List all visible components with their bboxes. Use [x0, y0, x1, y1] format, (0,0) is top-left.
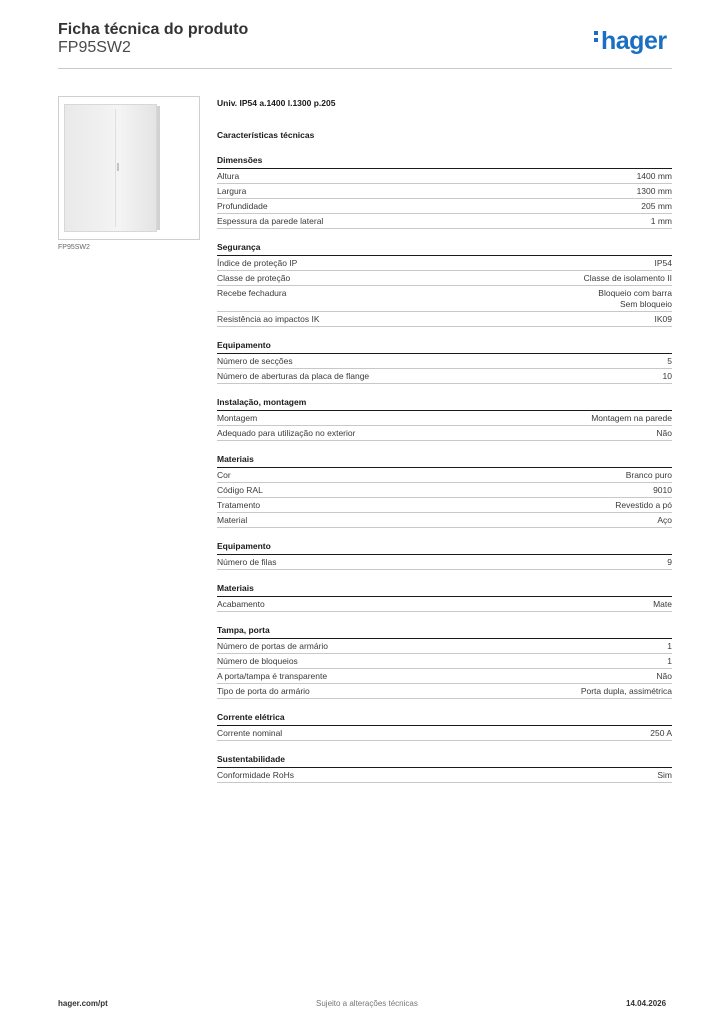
- image-caption: FP95SW2: [58, 244, 90, 251]
- spec-value: [653, 599, 672, 610]
- spec-label: Número de filas: [217, 557, 277, 567]
- spec-value-text: Mate: [653, 599, 672, 609]
- spec-row: [217, 169, 672, 184]
- tech-heading: Características técnicas: [217, 130, 315, 140]
- spec-value-text: 9: [667, 557, 672, 567]
- spec-content: [217, 96, 672, 783]
- spec-value-text: 1 mm: [650, 216, 672, 226]
- spec-value-text: Branco puro: [625, 470, 672, 480]
- section-title: Segurança: [217, 241, 672, 256]
- spec-label: Adequado para utilização no exterior: [217, 428, 356, 438]
- spec-label: A porta/tampa é transparente: [217, 671, 328, 681]
- spec-value-text: Porta dupla, assimétrica: [580, 686, 672, 696]
- spec-value-text: Não: [656, 671, 672, 681]
- spec-value-text: Classe de isolamento II: [583, 273, 672, 283]
- spec-label: Classe de proteção: [217, 273, 291, 283]
- product-image: [58, 96, 200, 240]
- spec-label: Altura: [217, 171, 240, 181]
- spec-value: [667, 641, 672, 652]
- section-title: Materiais: [217, 453, 672, 468]
- spec-row: [217, 312, 672, 327]
- spec-value: [626, 470, 672, 481]
- spec-label: Montagem: [217, 413, 258, 423]
- spec-label: Largura: [217, 186, 247, 196]
- product-code: FP95SW2: [58, 39, 131, 56]
- section-title: Sustentabilidade: [217, 753, 672, 768]
- spec-value: [651, 216, 672, 227]
- spec-row: [217, 669, 672, 684]
- spec-label: Conformidade RoHs: [217, 770, 295, 780]
- section-title: Corrente elétrica: [217, 711, 672, 726]
- section-title: Dimensões: [217, 154, 672, 169]
- spec-row: [217, 214, 672, 229]
- spec-row: [217, 369, 672, 384]
- logo-dots-icon: [594, 31, 599, 45]
- spec-row: [217, 726, 672, 741]
- spec-value-text: IP54: [654, 258, 672, 268]
- footer-notice: Sujeito a alterações técnicas: [316, 999, 418, 1008]
- spec-value-text: Sim: [657, 770, 672, 780]
- footer-website: hager.com/pt: [58, 999, 108, 1008]
- spec-row: [217, 768, 672, 783]
- spec-value: [598, 288, 672, 310]
- document-title: Ficha técnica do produto: [58, 21, 249, 38]
- spec-value-text: Sem bloqueio: [620, 299, 672, 309]
- spec-label: Índice de proteção IP: [217, 258, 298, 268]
- spec-value: [667, 557, 672, 568]
- spec-sections: [217, 154, 672, 783]
- spec-label: Resistência ao impactos IK: [217, 314, 320, 324]
- spec-value: [655, 314, 673, 325]
- spec-row: [217, 426, 672, 441]
- footer-date: 14.04.2026: [626, 999, 667, 1008]
- spec-value: [656, 671, 672, 682]
- spec-label: Número de aberturas da placa de flange: [217, 371, 370, 381]
- spec-label: Corrente nominal: [217, 728, 283, 738]
- spec-row: [217, 654, 672, 669]
- spec-row: [217, 468, 672, 483]
- spec-value: [663, 371, 672, 382]
- spec-row: [217, 555, 672, 570]
- spec-label: Acabamento: [217, 599, 265, 609]
- section-title: Materiais: [217, 582, 672, 597]
- spec-value: [581, 686, 672, 697]
- spec-value: [657, 515, 672, 526]
- section-title: Equipamento: [217, 540, 672, 555]
- spec-row: [217, 354, 672, 369]
- spec-label: Espessura da parede lateral: [217, 216, 324, 226]
- spec-row: [217, 684, 672, 699]
- spec-value-text: 1400 mm: [636, 171, 672, 181]
- spec-value-text: 1300 mm: [636, 186, 672, 196]
- spec-row: [217, 286, 672, 312]
- spec-value-text: 5: [667, 356, 672, 366]
- spec-value-text: Bloqueio com barra: [598, 288, 672, 298]
- spec-label: Cor: [217, 470, 231, 480]
- spec-label: Profundidade: [217, 201, 268, 211]
- spec-label: Tratamento: [217, 500, 261, 510]
- spec-row: [217, 513, 672, 528]
- spec-row: [217, 639, 672, 654]
- spec-value: [657, 770, 672, 781]
- spec-value-text: 1: [667, 641, 672, 651]
- spec-value: [584, 273, 672, 284]
- spec-value-text: Não: [656, 428, 672, 438]
- header-divider: [58, 68, 672, 69]
- spec-label: Tipo de porta do armário: [217, 686, 310, 696]
- spec-value-text: 1: [667, 656, 672, 666]
- spec-value: [650, 728, 672, 739]
- spec-value-text: Aço: [657, 515, 672, 525]
- spec-value-text: 205 mm: [641, 201, 672, 211]
- spec-value-text: 9010: [653, 485, 672, 495]
- spec-value: [656, 428, 672, 439]
- spec-label: Recebe fechadura: [217, 288, 287, 298]
- spec-value: [615, 500, 672, 511]
- spec-row: [217, 498, 672, 513]
- spec-label: Material: [217, 515, 248, 525]
- section-title: Tampa, porta: [217, 624, 672, 639]
- spec-row: [217, 199, 672, 214]
- spec-value: [653, 485, 672, 496]
- section-title: Instalação, montagem: [217, 396, 672, 411]
- spec-row: [217, 256, 672, 271]
- spec-value-text: IK09: [654, 314, 672, 324]
- logo-text: hager: [601, 27, 667, 55]
- cabinet-product-image: [64, 104, 157, 232]
- spec-value: [667, 656, 672, 667]
- spec-value: [641, 201, 672, 212]
- spec-row: [217, 184, 672, 199]
- spec-label: Número de portas de armário: [217, 641, 329, 651]
- spec-value-text: 10: [662, 371, 672, 381]
- spec-value: [667, 356, 672, 367]
- spec-label: Número de secções: [217, 356, 293, 366]
- spec-row: [217, 483, 672, 498]
- hager-logo: [594, 27, 667, 56]
- spec-row: [217, 271, 672, 286]
- spec-label: Código RAL: [217, 485, 263, 495]
- spec-value-text: 250 A: [650, 728, 672, 738]
- spec-value: [655, 258, 673, 269]
- section-title: Equipamento: [217, 339, 672, 354]
- product-description: Univ. IP54 a.1400 l.1300 p.205: [217, 98, 336, 108]
- spec-value: [637, 186, 672, 197]
- spec-row: [217, 411, 672, 426]
- spec-row: [217, 597, 672, 612]
- spec-value: [591, 413, 672, 424]
- spec-label: Número de bloqueios: [217, 656, 298, 666]
- spec-value: [637, 171, 672, 182]
- spec-value-text: Revestido a pó: [615, 500, 672, 510]
- spec-value-text: Montagem na parede: [591, 413, 672, 423]
